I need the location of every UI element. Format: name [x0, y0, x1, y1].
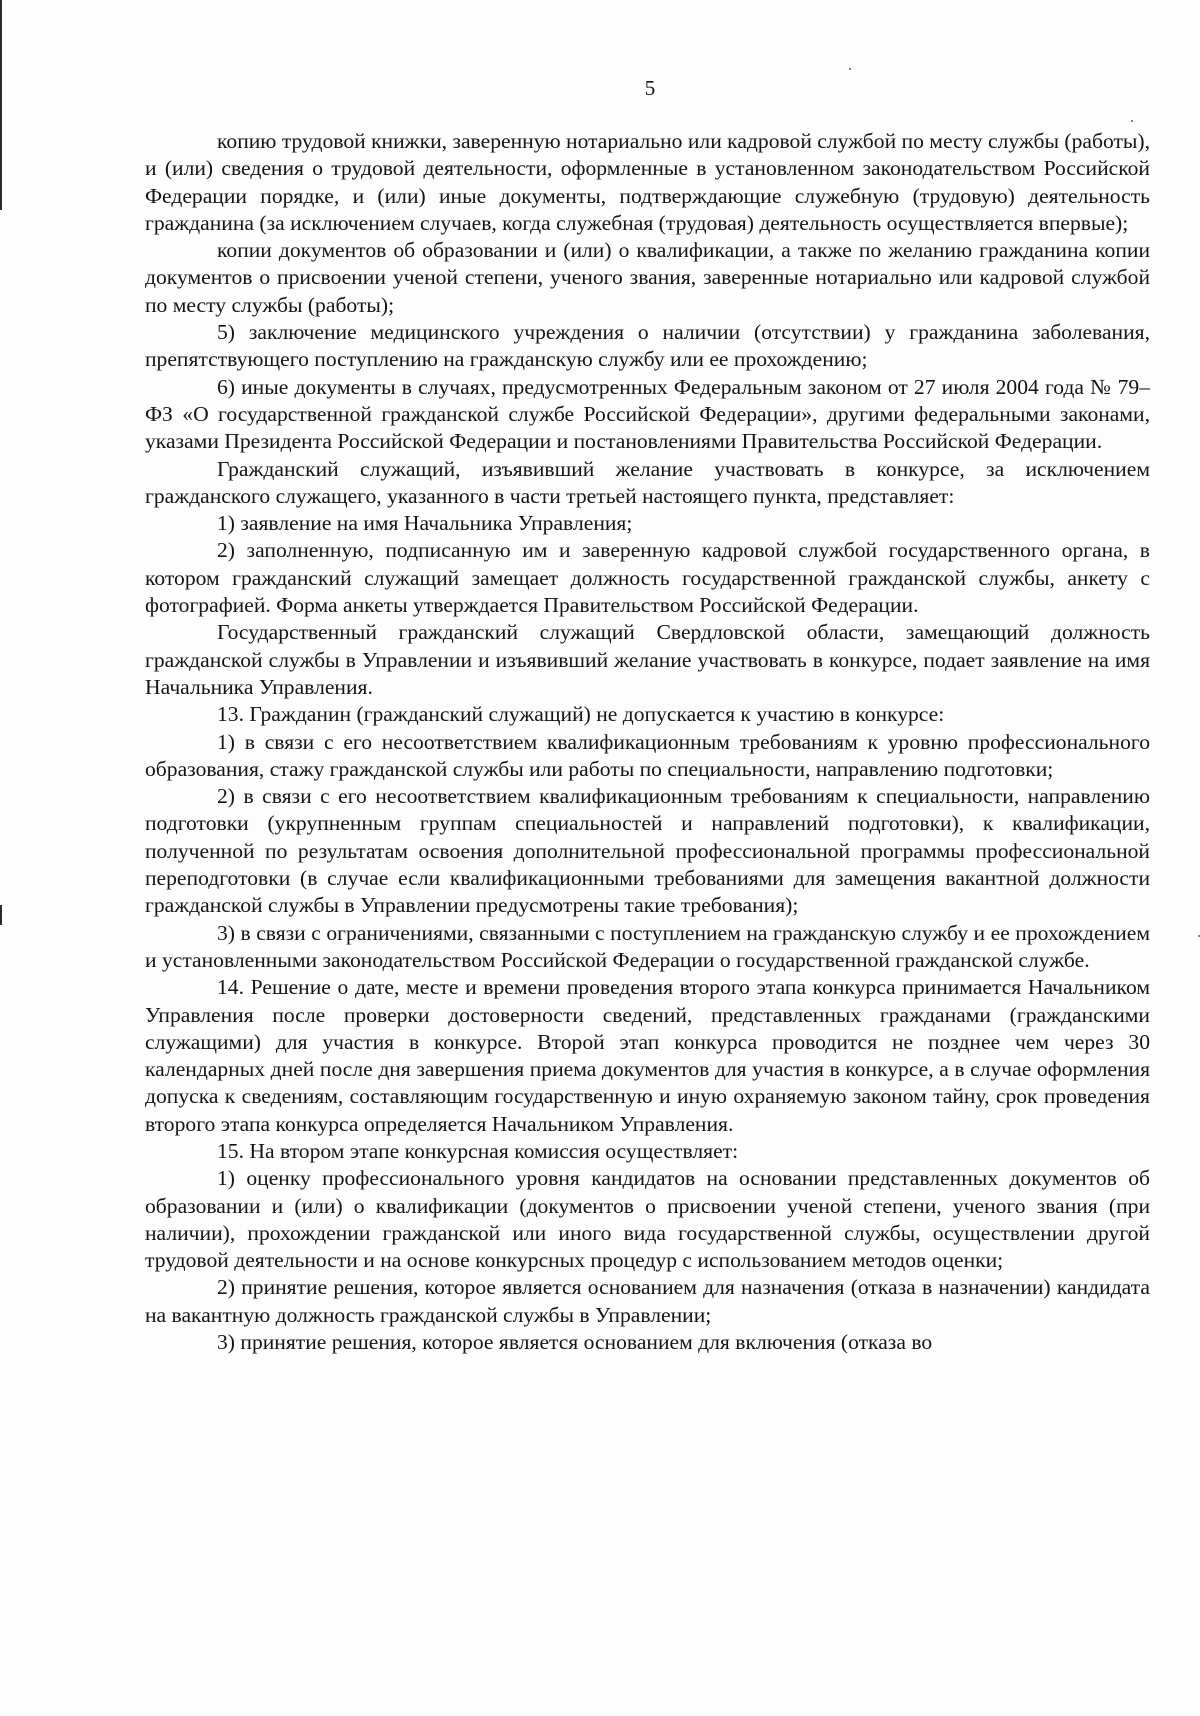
- scan-edge-mark: [0, 905, 2, 925]
- paragraph: Государственный гражданский служащий Свердловской области, замещающий должность гражданской службы в Управлении и изъявивший желание участвовать в конкурсе, подает заявление на имя Начальника Управления.: [145, 620, 1150, 699]
- paragraph: 13. Гражданин (гражданский служащий) не допускается к участию в конкурсе:: [217, 702, 945, 727]
- paragraph: 5) заключение медицинского учреждения о наличии (отсутствии) у гражданина заболевания, препятствующего поступлению на гражданскую службу или ее прохождению;: [145, 320, 1150, 372]
- paragraph: 6) иные документы в случаях, предусмотренных Федеральным законом от 27 июля 2004 года № 79–ФЗ «О государственной гражданской службе Российской Федерации», другими федеральными законами, указами Президента Российской Федерации и постановлениями Правительства Российской Федерации.: [145, 374, 1150, 454]
- paragraph: 15. На втором этапе конкурсная комиссия осуществляет:: [217, 1138, 739, 1163]
- document-body: [145, 128, 1150, 1356]
- paragraph: 2) принятие решения, которое является основанием для назначения (отказа в назначении) кандидата на вакантную должность гражданской службы в Управлении;: [145, 1275, 1150, 1327]
- paragraph: 1) заявление на имя Начальника Управления;: [217, 511, 633, 536]
- paragraph: 3) принятие решения, которое является основанием для включения (отказа во: [217, 1330, 933, 1355]
- paragraph: копии документов об образовании и (или) о квалификации, а также по желанию гражданина копии документов о присвоении ученой степени, ученого звания, заверенные нотариально или кадровой службой по месту службы (работы);: [145, 238, 1150, 317]
- paragraph: 2) заполненную, подписанную им и заверенную кадровой службой государственного органа, в котором гражданский служащий замещает должность государственной гражданской службы, анкету с фотографией. Форма анкеты утверждается Правительством Российской Федерации.: [145, 538, 1150, 618]
- scan-speck: [1131, 120, 1133, 122]
- paragraph: 14. Решение о дате, месте и времени проведения второго этапа конкурса принимается Начальником Управления после проверки достоверности сведений, представленных гражданами (гражданскими служащими) для участия в конкурсе. Второй этап конкурса проводится не позднее чем через 30 календарных дней после дня завершения приема документов для участия в конкурсе, а в случае оформления допуска к сведениям, составляющим государственную и иную охраняемую законом тайну, срок проведения второго этапа конкурса определяется Начальником Управления.: [145, 975, 1150, 1136]
- paragraph: 2) в связи с его несоответствием квалификационным требованиям к специальности, направлению подготовки (укрупненным группам специальностей и направлений подготовки), к квалификации, полученной по результатам освоения дополнительной профессиональной программы профессиональной переподготовки (в случае если квалификационными требованиями для замещения вакантной должности гражданской службы в Управлении предусмотрены такие требования);: [145, 784, 1150, 918]
- scan-edge-mark: [0, 0, 2, 210]
- paragraph: 1) оценку профессионального уровня кандидатов на основании представленных документов об образовании и (или) о квалификации (документов о присвоении ученой степени, ученого звания (при наличии), прохождении гражданской или иного вида государственной службы, осуществлении другой трудовой деятельности и на основе конкурсных процедур с использованием методов оценки;: [145, 1166, 1150, 1273]
- paragraph: Гражданский служащий, изъявивший желание участвовать в конкурсе, за исключением гражданского служащего, указанного в части третьей настоящего пункта, представляет:: [145, 456, 1150, 508]
- page-number: 5: [644, 76, 656, 100]
- scan-speck: [849, 68, 851, 70]
- paragraph: 3) в связи с ограничениями, связанными с поступлением на гражданскую службу и ее прохождением и установленными законодательством Российской Федерации о государственной гражданской службе.: [145, 920, 1150, 972]
- paragraph: копию трудовой книжки, заверенную нотариально или кадровой службой по месту службы (работы), и (или) сведения о трудовой деятельности, оформленные в установленном законодательством Российской Федерации порядке, и (или) иные документы, подтверждающие служебную (трудовую) деятельность гражданина (за исключением случаев, когда служебная (трудовая) деятельность осуществляется впервые);: [145, 129, 1151, 235]
- paragraph: 1) в связи с его несоответствием квалификационным требованиям к уровню профессионального образования, стажу гражданской службы или работы по специальности, направлению подготовки;: [145, 729, 1150, 781]
